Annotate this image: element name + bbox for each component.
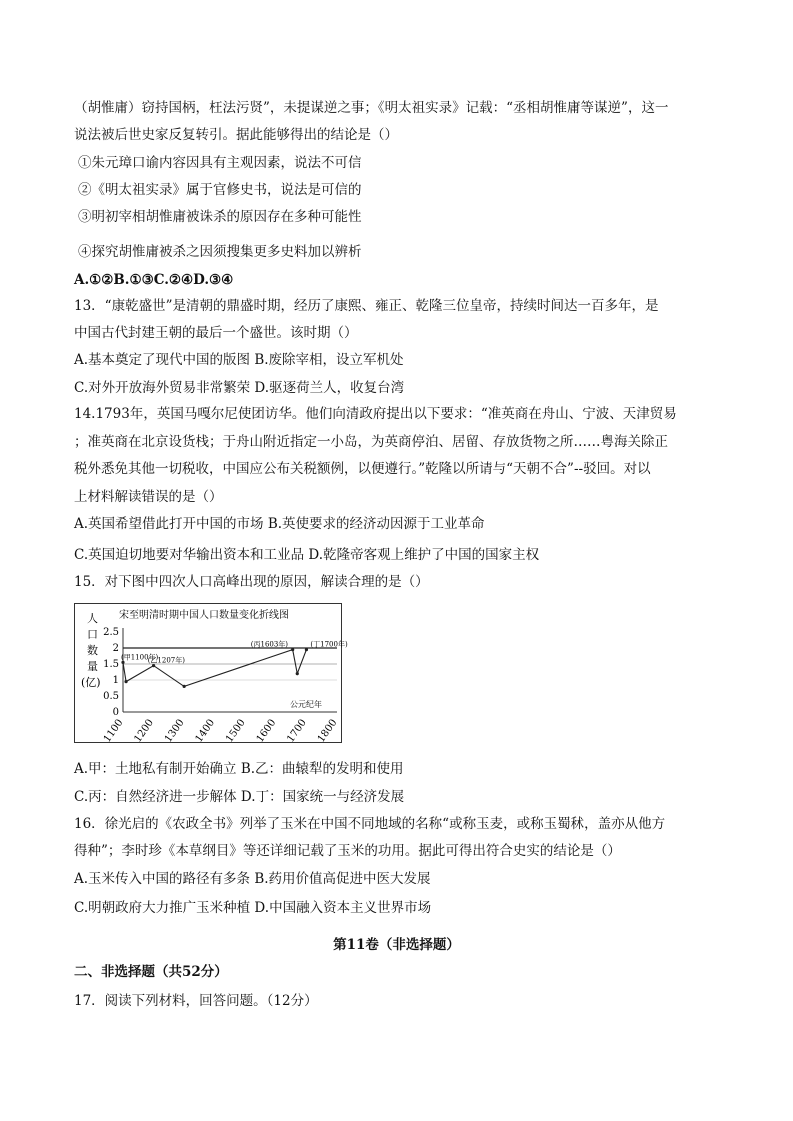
population-chart-svg — [75, 604, 348, 745]
text-line-1: （胡惟庸）窃持国柄，枉法污贤”，未提谋逆之事；《明太祖实录》记载：“丞相胡惟庸等谋逆”，这一 — [74, 100, 669, 116]
option-2: ②《明太祖实录》属于官修史书，说法是可信的 — [78, 182, 362, 198]
question-17: 17．阅读下列材料，回答问题。（12分） — [74, 993, 318, 1009]
annotation-3: (丁1700年) — [310, 640, 348, 649]
ylabel-char-3: 数 — [87, 644, 98, 657]
question-16: 16．徐光启的《农政全书》列举了玉米在中国不同地域的名称“或称玉麦，或称玉蜀秫，盖亦从他方 — [74, 816, 666, 832]
option-3: ③明初宰相胡惟庸被诛杀的原因存在多种可能性 — [78, 209, 362, 225]
question-16-cd: C.明朝政府大力推广玉米种植 D.中国融入资本主义世界市场 — [74, 900, 432, 916]
option-1: ①朱元璋口谕内容因具有主观因素，说法不可信 — [78, 155, 362, 171]
x-tick-1300: 1300 — [162, 717, 187, 745]
data-point-1 — [124, 680, 127, 683]
y-tick-1: 1 — [112, 675, 119, 686]
x-tick-1800: 1800 — [315, 717, 340, 745]
question-14-cd: C.英国迫切地要对华输出资本和工业品 D.乾隆帝客观上维护了中国的国家主权 — [74, 547, 540, 563]
question-14-cont-2: 税外悉免其他一切税收，中国应公布关税额例，以便遵行。”乾隆以所请与“天朝不合”--驳回。对以 — [74, 461, 651, 477]
question-15-cd: C.丙：自然经济进一步解体 D.丁：国家统一与经济发展 — [74, 789, 405, 805]
x-tick-1200: 1200 — [132, 717, 157, 745]
annotation-2: (丙1603年) — [250, 640, 289, 649]
question-13-ab: A.基本奠定了现代中国的版图 B.废除宰相，设立军机处 — [74, 352, 404, 368]
answer-choices-12: A.①②B.①③C.②④D.③④ — [74, 272, 234, 288]
question-14: 14.1793年，英国马嘎尔尼使团访华。他们向清政府提出以下要求：“准英商在舟山、宁波、天津贸易 — [74, 406, 677, 422]
section-title: 第11卷（非选择题） — [333, 937, 460, 953]
x-tick-1400: 1400 — [193, 717, 218, 745]
question-13-cd: C.对外开放海外贸易非常繁荣 D.驱逐荷兰人，收复台湾 — [74, 380, 405, 396]
data-point-4 — [291, 648, 294, 651]
data-point-5 — [296, 672, 299, 675]
y-tick-2.5: 2.5 — [103, 627, 119, 638]
section-heading: 二、非选择题（共52分） — [74, 964, 228, 980]
annotation-1: (乙1207年) — [147, 656, 185, 665]
x-tick-1500: 1500 — [224, 717, 248, 745]
ylabel-unit: (亿) — [81, 676, 101, 689]
question-16-cont: 得种”；李时珍《本草纲目》等还详细记载了玉米的功用。据此可得出符合史实的结论是（） — [74, 843, 621, 859]
x-tick-1600: 1600 — [254, 717, 279, 745]
y-tick-1.5: 1.5 — [103, 659, 119, 670]
annotation-0: (甲1100年) — [121, 653, 159, 662]
xlabel: 公元纪年 — [290, 700, 322, 709]
question-16-ab: A.玉米传入中国的路径有多条 B.药用价值高促进中医大发展 — [74, 871, 431, 887]
chart-plot-layer — [102, 627, 348, 745]
question-14-ab: A.英国希望借此打开中国的市场 B.英使要求的经济动因源于工业革命 — [74, 516, 485, 532]
y-tick-0.5: 0.5 — [103, 691, 119, 702]
chart-title: 宋至明清时期中国人口数量变化折线图 — [119, 610, 289, 621]
question-13: 13．“康乾盛世”是清朝的鼎盛时期，经历了康熙、雍正、乾隆三位皇帝，持续时间达一百多年，是 — [74, 298, 659, 314]
ylabel-char-1: 人 — [87, 612, 98, 625]
question-14-cont-3: 上材料解读错误的是（） — [74, 489, 223, 505]
data-point-3 — [183, 685, 186, 688]
x-tick-1100: 1100 — [101, 717, 126, 745]
data-point-6 — [305, 648, 308, 651]
population-chart — [74, 603, 348, 745]
question-13-cont: 中国古代封建王朝的最后一个盛世。该时期（） — [74, 325, 358, 341]
option-4: ④探究胡惟庸被杀之因须搜集更多史料加以辨析 — [78, 244, 362, 260]
question-15: 15．对下图中四次人口高峰出现的原因，解读合理的是（） — [74, 574, 429, 590]
ylabel-char-4: 量 — [87, 660, 98, 673]
question-15-ab: A.甲：土地私有制开始确立 B.乙：曲辕犁的发明和使用 — [74, 761, 404, 777]
question-14-cont-1: ；准英商在北京设货栈；于舟山附近指定一小岛，为英商停泊、居留、存放货物之所……粤海关除正 — [74, 434, 668, 450]
y-tick-2: 2 — [112, 643, 119, 654]
x-tick-1700: 1700 — [285, 717, 309, 745]
text-line-2: 说法被后世史家反复转引。据此能够得出的结论是（） — [74, 127, 398, 143]
y-tick-0: 0 — [112, 707, 119, 718]
ylabel-char-2: 口 — [87, 628, 98, 641]
